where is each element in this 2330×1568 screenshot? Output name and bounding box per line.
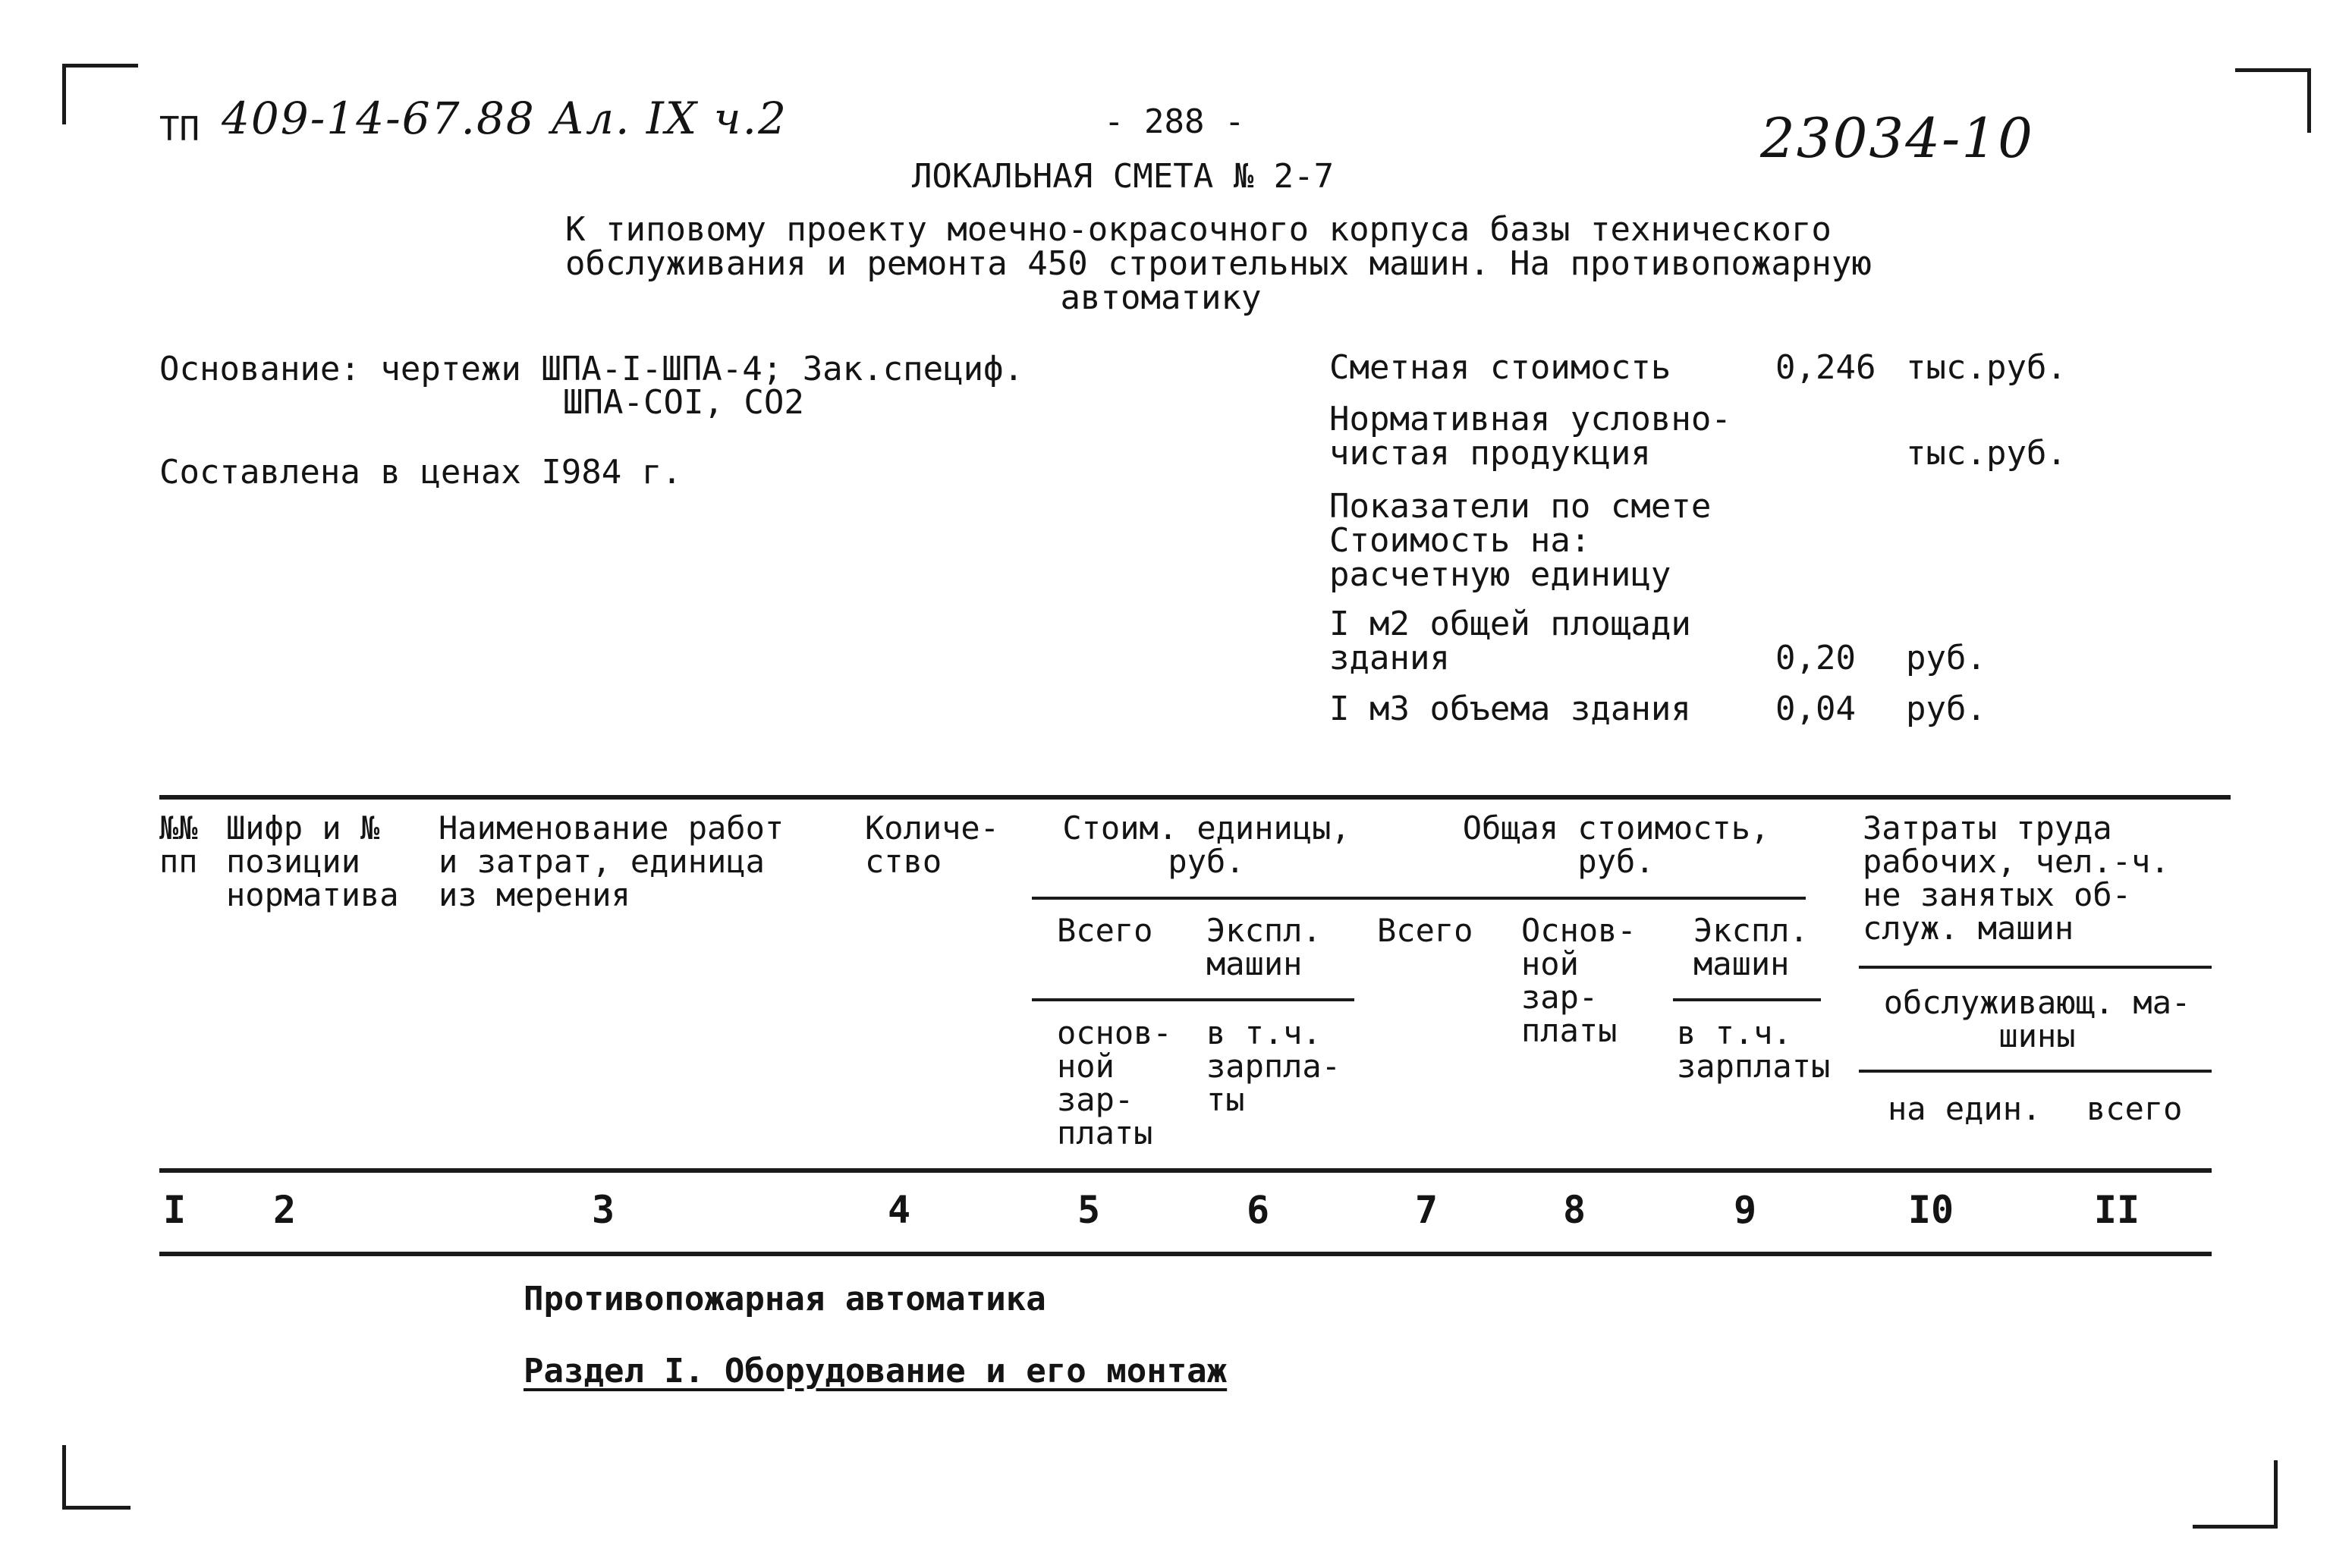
doc-code-handwritten: 409-14-67.88 Ал. IX ч.2 xyxy=(222,93,788,144)
corner-mark-bottom-left-h xyxy=(62,1506,130,1510)
page-title: ЛОКАЛЬНАЯ СМЕТА № 2-7 xyxy=(911,157,1335,196)
col-number-3: 3 xyxy=(591,1188,615,1232)
col-number-2: 2 xyxy=(272,1188,297,1232)
col-header-labor-serving: обслуживающ. ма- шины xyxy=(1883,984,2191,1054)
col-number-11: II xyxy=(2093,1188,2140,1232)
indicators-label-2: Стоимость на: xyxy=(1329,521,1591,560)
rule-labor-2 xyxy=(1859,1070,2212,1073)
net-product-label-1: Нормативная условно- xyxy=(1329,400,1731,438)
rule-unit-total-cost xyxy=(1032,897,1806,900)
doc-code-prefix: ТП xyxy=(159,110,200,149)
col-number-9: 9 xyxy=(1733,1188,1757,1232)
area-value: 0,20 xyxy=(1775,639,1856,677)
area-label-1: I м2 общей площади xyxy=(1329,605,1691,643)
indicators-label-1: Показатели по смете xyxy=(1329,487,1712,526)
archive-number: 23034-10 xyxy=(1760,106,2034,170)
rule-header-bottom xyxy=(159,1168,2212,1173)
col-number-7: 7 xyxy=(1414,1188,1439,1232)
col-header-8: Основ- ной зар- платы xyxy=(1521,912,1637,1049)
rule-unit-cost-sub xyxy=(1032,998,1354,1001)
basis-drawings: Основание: чертежи ШПА-I-ШПА-4; Зак.специф. xyxy=(159,350,1024,388)
col-header-5-bottom: основ- ной зар- платы xyxy=(1057,1014,1172,1152)
col-header-row-number: №№ пп xyxy=(159,809,198,880)
volume-unit: руб. xyxy=(1906,690,1986,728)
estimated-cost-label: Сметная стоимость xyxy=(1329,348,1671,387)
col-header-10: на един. xyxy=(1888,1090,2042,1127)
subtitle-line-1: К типовому проекту моечно-окрасочного корпуса базы технического xyxy=(565,210,1832,249)
col-number-5: 5 xyxy=(1077,1188,1101,1232)
corner-mark-bottom-left xyxy=(62,1445,66,1510)
price-level: Составлена в ценах I984 г. xyxy=(159,453,682,492)
net-product-label-2: чистая продукция xyxy=(1329,434,1651,473)
section-title: Раздел I. Оборудование и его монтаж xyxy=(524,1352,1228,1390)
col-header-unit-cost-group: Стоим. единицы, руб. xyxy=(1062,809,1351,880)
corner-mark-bottom-right-h xyxy=(2193,1525,2278,1529)
col-number-4: 4 xyxy=(887,1188,911,1232)
corner-mark-top-right-v xyxy=(2307,68,2311,133)
area-unit: руб. xyxy=(1906,639,1986,677)
col-number-6: 6 xyxy=(1246,1188,1270,1232)
volume-value: 0,04 xyxy=(1775,690,1856,728)
col-header-total-cost-group: Общая стоимость, руб. xyxy=(1462,809,1770,880)
estimated-cost-unit: тыс.руб. xyxy=(1906,348,2067,387)
corner-mark-top-left xyxy=(62,64,138,68)
rule-numbers-bottom xyxy=(159,1252,2212,1256)
col-header-norm-code: Шифр и № позиции норматива xyxy=(226,809,399,913)
col-number-8: 8 xyxy=(1562,1188,1586,1232)
col-header-9-top: Экспл. машин xyxy=(1693,912,1809,982)
col-header-7: Всего xyxy=(1377,912,1473,949)
col-header-quantity: Количе- ство xyxy=(865,809,1000,880)
corner-mark-top-left-v xyxy=(62,64,66,124)
rule-expl-sub xyxy=(1673,998,1821,1001)
indicators-label-3: расчетную единицу xyxy=(1329,555,1671,594)
corner-mark-bottom-right xyxy=(2274,1460,2278,1529)
col-header-6-bottom: в т.ч. зарпла- ты xyxy=(1206,1014,1341,1118)
body-heading: Противопожарная автоматика xyxy=(524,1280,1046,1318)
col-header-9-bottom: в т.ч. зарплаты xyxy=(1677,1014,1831,1085)
corner-mark-top-right xyxy=(2235,68,2311,72)
col-header-5-top: Всего xyxy=(1057,912,1153,949)
volume-label: I м3 объема здания xyxy=(1329,690,1691,728)
rule-labor-1 xyxy=(1859,966,2212,969)
basis-specifications: ШПА-СОI, СО2 xyxy=(563,383,804,422)
col-number-1: I xyxy=(162,1188,187,1232)
col-header-6-top: Экспл. машин xyxy=(1206,912,1322,982)
net-product-unit: тыс.руб. xyxy=(1906,434,2067,473)
area-label-2: здания xyxy=(1329,639,1450,677)
col-header-work-name: Наименование работ и затрат, единица из мерения xyxy=(439,809,785,913)
subtitle-line-2: обслуживания и ремонта 450 строительных машин. На противопожарную xyxy=(565,244,1872,283)
table-top-rule xyxy=(159,795,2231,800)
page-number: - 288 - xyxy=(1104,102,1245,141)
subtitle-line-3: автоматику xyxy=(1060,278,1262,317)
estimated-cost-value: 0,246 xyxy=(1775,348,1876,387)
col-header-11: всего xyxy=(2086,1090,2183,1127)
col-number-10: I0 xyxy=(1907,1188,1954,1232)
col-header-labor-group: Затраты труда рабочих, чел.-ч. не занятых об- служ. машин xyxy=(1863,809,2170,947)
